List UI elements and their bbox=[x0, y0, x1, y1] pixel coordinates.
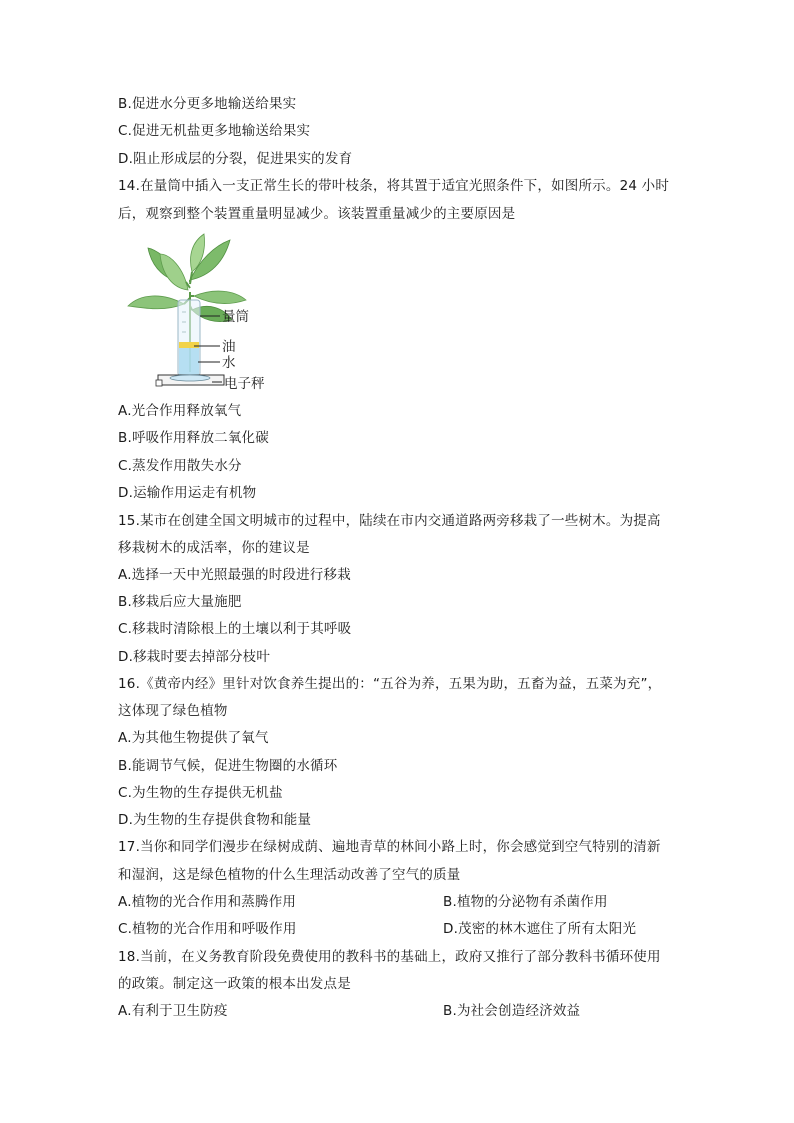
label-cylinder: 量筒 bbox=[222, 309, 249, 325]
electronic-scale bbox=[156, 375, 224, 386]
q18-option-b: B.为社会创造经济效益 bbox=[443, 1003, 581, 1019]
measuring-cylinder bbox=[178, 300, 200, 376]
q17-option-d: D.茂密的林木遮住了所有太阳光 bbox=[443, 921, 637, 937]
q17-stem-line2: 和湿润，这是绿色植物的什么生理活动改善了空气的质量 bbox=[118, 867, 461, 883]
q15-option-c: C.移栽时清除根上的土壤以利于其呼吸 bbox=[118, 621, 352, 637]
q13-option-d: D.阻止形成层的分裂，促进果实的发育 bbox=[118, 151, 353, 167]
q15-option-d: D.移栽时要去掉部分枝叶 bbox=[118, 649, 271, 665]
q14-option-d: D.运输作用运走有机物 bbox=[118, 485, 257, 501]
q15-option-a: A.选择一天中光照最强的时段进行移栽 bbox=[118, 567, 351, 583]
q14-stem-line1: 14.在量筒中插入一支正常生长的带叶枝条，将其置于适宜光照条件下，如图所示。24 小时 bbox=[118, 178, 670, 194]
q16-option-c: C.为生物的生存提供无机盐 bbox=[118, 785, 283, 801]
label-oil: 油 bbox=[222, 339, 236, 355]
q16-option-b: B.能调节气候，促进生物圈的水循环 bbox=[118, 758, 338, 774]
q17-option-a: A.植物的光合作用和蒸腾作用 bbox=[118, 894, 297, 910]
q15-stem-line2: 移栽树木的成活率，你的建议是 bbox=[118, 540, 310, 556]
q14-option-b: B.呼吸作用释放二氧化碳 bbox=[118, 430, 269, 446]
q15-stem-line1: 15.某市在创建全国文明城市的过程中，陆续在市内交通道路两旁移栽了一些树木。为提高 bbox=[118, 513, 661, 529]
q13-option-b: B.促进水分更多地输送给果实 bbox=[118, 96, 297, 112]
q16-option-a: A.为其他生物提供了氧气 bbox=[118, 730, 269, 746]
label-water: 水 bbox=[222, 355, 236, 371]
q16-stem-line1: 16.《黄帝内经》里针对饮食养生提出的：“五谷为养，五果为助，五畜为益，五菜为充”， bbox=[118, 676, 662, 692]
q13-option-c: C.促进无机盐更多地输送给果实 bbox=[118, 123, 311, 139]
q18-option-a: A.有利于卫生防疫 bbox=[118, 1003, 228, 1019]
q18-stem-line2: 的政策。制定这一政策的根本出发点是 bbox=[118, 976, 351, 992]
q17-stem-line1: 17.当你和同学们漫步在绿树成荫、遍地青草的林间小路上时，你会感觉到空气特别的清新 bbox=[118, 839, 661, 855]
q14-option-c: C.蒸发作用散失水分 bbox=[118, 458, 242, 474]
label-scale: 电子秤 bbox=[224, 376, 265, 392]
q14-stem-line2: 后，观察到整个装置重量明显减少。该装置重量减少的主要原因是 bbox=[118, 206, 516, 222]
q18-stem-line1: 18.当前，在义务教育阶段免费使用的教科书的基础上，政府又推行了部分教科书循环使用 bbox=[118, 949, 661, 965]
plant-in-cylinder-illustration bbox=[122, 232, 282, 394]
q17-option-c: C.植物的光合作用和呼吸作用 bbox=[118, 921, 297, 937]
q14-figure-cylinder-with-branch bbox=[122, 232, 282, 394]
q16-stem-line2: 这体现了绿色植物 bbox=[118, 703, 228, 719]
q16-option-d: D.为生物的生存提供食物和能量 bbox=[118, 812, 312, 828]
q15-option-b: B.移栽后应大量施肥 bbox=[118, 594, 242, 610]
q17-option-b: B.植物的分泌物有杀菌作用 bbox=[443, 894, 608, 910]
q14-option-a: A.光合作用释放氧气 bbox=[118, 403, 242, 419]
